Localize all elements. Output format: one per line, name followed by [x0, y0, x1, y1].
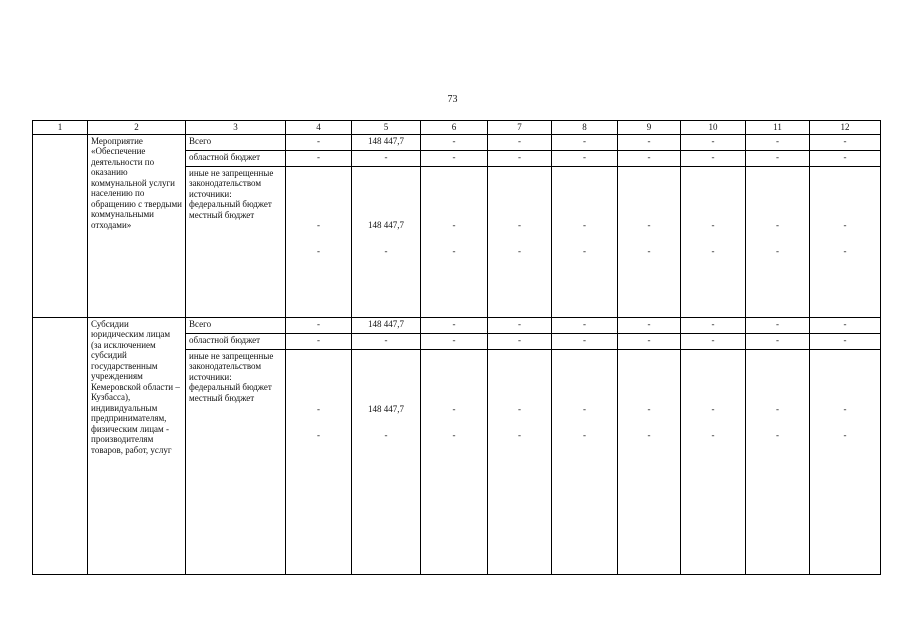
local-value: -: [711, 430, 715, 440]
local-value: -: [518, 430, 521, 440]
value-cell: [746, 349, 810, 574]
federal-value: -: [843, 403, 847, 414]
column-header: 10: [681, 121, 746, 135]
value-cell: -: [488, 150, 552, 166]
index-cell: [33, 134, 88, 317]
local-value: -: [452, 246, 456, 256]
value-cell: 148 447,7: [352, 134, 421, 150]
value-cell: -: [352, 150, 421, 166]
federal-value: -: [583, 403, 586, 414]
total-label: Всего: [186, 134, 286, 150]
value-cell: [286, 166, 352, 317]
value-cell: -: [618, 333, 681, 349]
local-value: -: [384, 430, 388, 440]
local-value: -: [317, 246, 320, 256]
budget-table: [32, 120, 881, 575]
value-cell: [286, 349, 352, 574]
federal-value: -: [647, 219, 651, 230]
activity-title: Субсидии юридическим лицам (за исключением субсидий государственным учреждениям Кемеровской области – Кузбасса), индивидуальным предпринимателям, физическим лицам - производителям товаров, работ, услуг: [88, 317, 186, 574]
regional-budget-label: областной бюджет: [186, 333, 286, 349]
value-cell: [810, 349, 881, 574]
regional-budget-label: областной бюджет: [186, 150, 286, 166]
value-cell: [352, 349, 421, 574]
value-cell: -: [286, 134, 352, 150]
value-cell: -: [681, 333, 746, 349]
other-sources-label: иные не запрещенные законодательством источники:: [189, 167, 274, 199]
column-header: 3: [186, 121, 286, 135]
value-cell: -: [681, 317, 746, 333]
value-cell: [552, 349, 618, 574]
value-cell: [552, 166, 618, 317]
local-value: -: [843, 246, 847, 256]
other-sources-cell: [186, 349, 286, 574]
value-cell: -: [681, 134, 746, 150]
column-header: 5: [352, 121, 421, 135]
federal-value: -: [776, 403, 779, 414]
column-header: 4: [286, 121, 352, 135]
federal-value: -: [518, 403, 521, 414]
value-cell: [488, 349, 552, 574]
value-cell: -: [746, 317, 810, 333]
federal-value: -: [452, 403, 456, 414]
local-value: -: [518, 246, 521, 256]
local-value: -: [647, 430, 651, 440]
other-sources-label: иные не запрещенные законодательством источники:: [189, 350, 274, 382]
header-row: [33, 121, 881, 135]
value-cell: [421, 166, 488, 317]
value-cell: -: [421, 333, 488, 349]
value-cell: [488, 166, 552, 317]
value-cell: -: [488, 317, 552, 333]
column-header: 8: [552, 121, 618, 135]
value-cell: -: [746, 333, 810, 349]
local-value: -: [317, 430, 320, 440]
value-cell: -: [746, 150, 810, 166]
value-cell: -: [286, 317, 352, 333]
value-cell: [681, 349, 746, 574]
local-value: -: [583, 246, 586, 256]
federal-value: -: [317, 219, 320, 230]
value-cell: -: [810, 134, 881, 150]
column-header: 11: [746, 121, 810, 135]
column-header: 12: [810, 121, 881, 135]
column-header: 9: [618, 121, 681, 135]
value-cell: [618, 166, 681, 317]
local-budget-label: местный бюджет: [189, 209, 255, 220]
local-value: -: [776, 430, 779, 440]
column-header: 1: [33, 121, 88, 135]
value-cell: -: [286, 150, 352, 166]
value-cell: -: [810, 333, 881, 349]
federal-value: -: [711, 219, 715, 230]
value-cell: -: [810, 317, 881, 333]
activity-title: Мероприятие «Обеспечение деятельности по оказанию коммунальной услуги населению по обращению с твердыми коммунальными отходами»: [88, 134, 186, 317]
local-value: -: [452, 430, 456, 440]
federal-budget-label: федеральный бюджет: [189, 199, 272, 209]
value-cell: -: [618, 134, 681, 150]
federal-value: -: [317, 403, 320, 414]
value-cell: -: [488, 134, 552, 150]
federal-value: -: [843, 219, 847, 230]
value-cell: [421, 349, 488, 574]
local-value: -: [711, 246, 715, 256]
federal-value: 148 447,7: [368, 403, 404, 414]
value-cell: [352, 166, 421, 317]
column-header: 7: [488, 121, 552, 135]
federal-budget-label: федеральный бюджет: [189, 382, 272, 392]
local-value: -: [647, 246, 651, 256]
value-cell: -: [421, 317, 488, 333]
federal-value: -: [776, 219, 779, 230]
value-cell: [618, 349, 681, 574]
table-row: [33, 134, 881, 150]
value-cell: -: [352, 333, 421, 349]
value-cell: [810, 166, 881, 317]
value-cell: -: [681, 150, 746, 166]
value-cell: -: [552, 150, 618, 166]
local-value: -: [384, 246, 388, 256]
federal-value: -: [452, 219, 456, 230]
value-cell: -: [286, 333, 352, 349]
value-cell: -: [552, 134, 618, 150]
federal-value: -: [583, 219, 586, 230]
value-cell: -: [746, 134, 810, 150]
index-cell: [33, 317, 88, 574]
local-value: -: [776, 246, 779, 256]
other-sources-cell: [186, 166, 286, 317]
table-row: [33, 317, 881, 333]
federal-value: -: [518, 219, 521, 230]
value-cell: -: [552, 317, 618, 333]
page-number: 73: [447, 94, 458, 105]
federal-value: 148 447,7: [368, 219, 404, 230]
federal-value: -: [647, 403, 651, 414]
value-cell: -: [488, 333, 552, 349]
value-cell: 148 447,7: [352, 317, 421, 333]
value-cell: -: [618, 150, 681, 166]
value-cell: -: [421, 134, 488, 150]
value-cell: -: [552, 333, 618, 349]
local-budget-label: местный бюджет: [189, 392, 255, 403]
local-value: -: [583, 430, 586, 440]
value-cell: -: [421, 150, 488, 166]
total-label: Всего: [186, 317, 286, 333]
federal-value: -: [711, 403, 715, 414]
local-value: -: [843, 430, 847, 440]
value-cell: [746, 166, 810, 317]
value-cell: [681, 166, 746, 317]
value-cell: -: [618, 317, 681, 333]
value-cell: -: [810, 150, 881, 166]
column-header: 6: [421, 121, 488, 135]
column-header: 2: [88, 121, 186, 135]
